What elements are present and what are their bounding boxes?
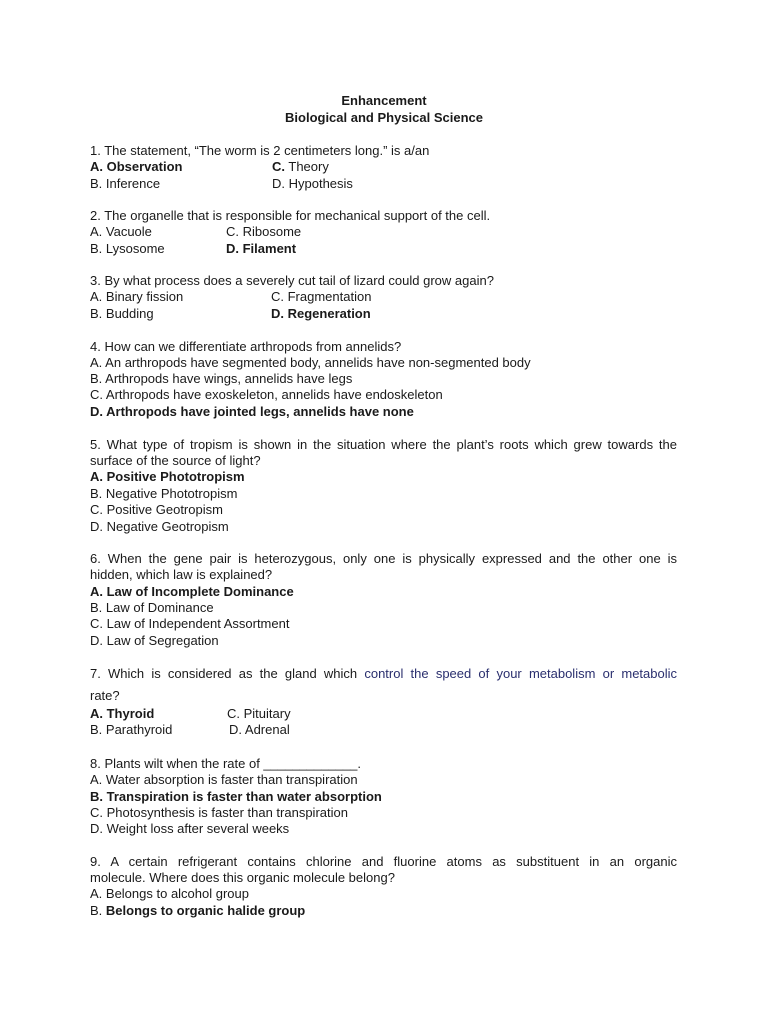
question-3-option-c: C. Fragmentation — [271, 289, 372, 304]
question-7-option-a: A. Thyroid — [90, 706, 155, 721]
question-5-option-a: A. Positive Phototropism — [90, 469, 245, 484]
option-letter: B. — [90, 903, 103, 918]
document-title: Enhancement — [341, 93, 427, 108]
question-6-option-c: C. Law of Independent Assortment — [90, 616, 290, 631]
question-3-stem: 3. By what process does a severely cut tail of lizard could grow again? — [90, 273, 494, 288]
question-8-option-a: A. Water absorption is faster than transpiration — [90, 772, 358, 787]
question-1-option-b: B. Inference — [90, 176, 161, 191]
question-8-option-b: B. Transpiration is faster than water absorption — [90, 789, 382, 804]
question-5-stem-line-1: 5. What type of tropism is shown in the situation where the plant’s roots which grew towards the — [90, 437, 677, 452]
question-4-option-b: B. Arthropods have wings, annelids have legs — [90, 371, 353, 386]
question-9-stem-line-2: molecule. Where does this organic molecule belong? — [90, 870, 395, 885]
question-1-option-a: A. Observation — [90, 159, 183, 174]
question-9-option-a: A. Belongs to alcohol group — [90, 886, 249, 901]
question-5-option-c: C. Positive Geotropism — [90, 502, 223, 517]
document-subtitle: Biological and Physical Science — [285, 110, 483, 125]
question-2-option-d: D. Filament — [226, 241, 297, 256]
stem-text: 7. Which is considered as the gland which — [90, 666, 365, 681]
question-4-stem: 4. How can we differentiate arthropods from annelids? — [90, 339, 402, 354]
stem-text-highlighted: control the speed of your metabolism or metabolic — [364, 666, 677, 681]
question-2-option-a: A. Vacuole — [90, 224, 152, 239]
question-4-option-a: A. An arthropods have segmented body, annelids have non-segmented body — [90, 355, 531, 370]
question-1-option-c — [272, 159, 329, 175]
question-5-option-d: D. Negative Geotropism — [90, 519, 229, 534]
question-3-option-a: A. Binary fission — [90, 289, 184, 304]
question-6-stem-line-2: hidden, which law is explained? — [90, 567, 273, 582]
question-8-stem: 8. Plants wilt when the rate of _____________. — [90, 756, 362, 771]
question-7-stem-line-2: rate? — [90, 688, 120, 703]
question-7-option-d: D. Adrenal — [229, 722, 290, 737]
question-6-option-a: A. Law of Incomplete Dominance — [90, 584, 294, 599]
question-9-option-b — [90, 903, 305, 919]
question-8-option-d: D. Weight loss after several weeks — [90, 821, 290, 836]
question-5-option-b: B. Negative Phototropism — [90, 486, 238, 501]
question-2-option-c: C. Ribosome — [226, 224, 302, 239]
question-7-stem-line-1 — [90, 666, 677, 682]
question-7-option-b: B. Parathyroid — [90, 722, 173, 737]
option-text: Belongs to organic halide group — [102, 903, 306, 918]
question-1-stem: 1. The statement, “The worm is 2 centimeters long.” is a/an — [90, 143, 430, 158]
question-9-stem-line-1: 9. A certain refrigerant contains chlorine and fluorine atoms as substituent in an organic — [90, 854, 677, 869]
question-2-option-b: B. Lysosome — [90, 241, 165, 256]
question-6-stem-line-1: 6. When the gene pair is heterozygous, only one is physically expressed and the other one is — [90, 551, 677, 566]
question-6-option-b: B. Law of Dominance — [90, 600, 214, 615]
question-5-stem-line-2: surface of the source of light? — [90, 453, 261, 468]
question-3-option-b: B. Budding — [90, 306, 154, 321]
option-text: Theory — [285, 159, 329, 174]
question-1-option-d: D. Hypothesis — [272, 176, 353, 191]
question-4-option-c: C. Arthropods have exoskeleton, annelids have endoskeleton — [90, 387, 443, 402]
question-2-stem: 2. The organelle that is responsible for mechanical support of the cell. — [90, 208, 491, 223]
question-4-option-d: D. Arthropods have jointed legs, annelids have none — [90, 404, 414, 419]
question-8-option-c: C. Photosynthesis is faster than transpiration — [90, 805, 348, 820]
question-6-option-d: D. Law of Segregation — [90, 633, 219, 648]
question-3-option-d: D. Regeneration — [271, 306, 371, 321]
question-7-option-c: C. Pituitary — [227, 706, 291, 721]
option-letter: C. — [272, 159, 285, 174]
